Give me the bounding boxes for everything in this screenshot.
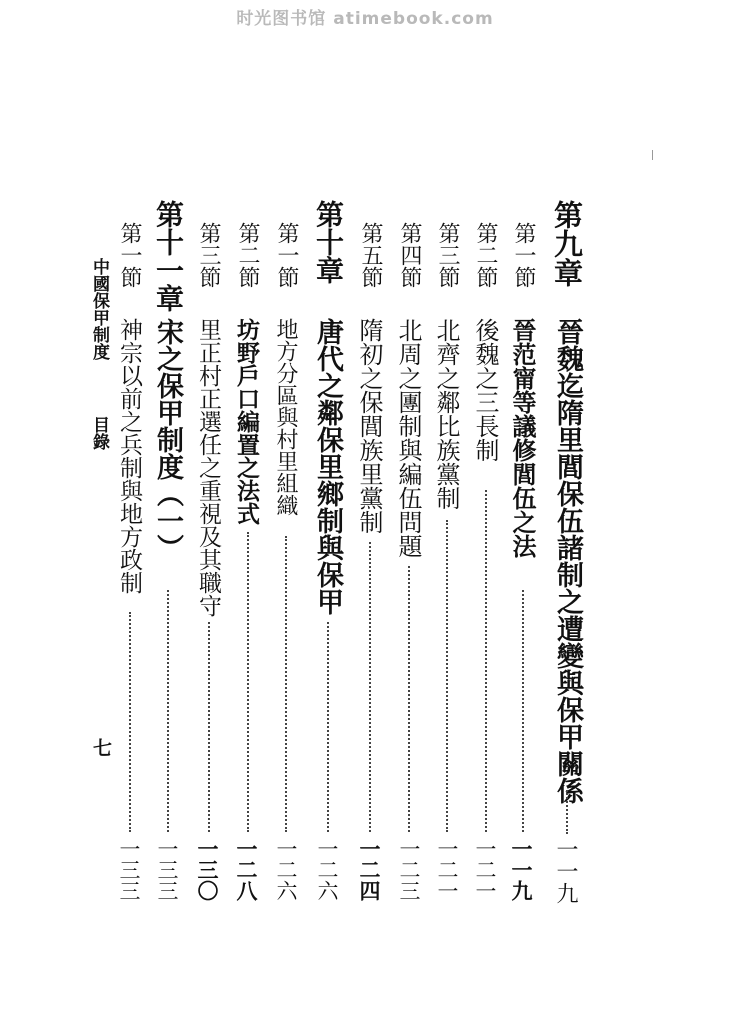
toc-entry-page: 一二八 — [234, 838, 259, 901]
toc-entry-ch9 — [550, 200, 584, 287]
toc-entry-10-1-title — [274, 318, 296, 516]
toc-entry-page: 一二三 — [397, 838, 421, 901]
toc-entry-label: 第一節 — [117, 222, 142, 288]
toc-entry-label: 第一節 — [274, 222, 299, 288]
toc-entry-label: 第一節 — [511, 222, 536, 288]
toc-entry-title: 北周之團制與編伍問題 — [394, 318, 422, 558]
toc-entry-page: 一二六 — [274, 838, 298, 901]
toc-entry-10-3-label — [197, 222, 219, 288]
toc-leader-dots — [327, 622, 329, 832]
page-number: 七 — [90, 738, 112, 757]
toc-entry-9-3-title — [434, 318, 458, 510]
toc-entry-10-2-label — [236, 222, 258, 288]
toc-entry-title: 坊野戶口編置之法式 — [233, 318, 260, 525]
toc-entry-label: 第三節 — [196, 222, 221, 288]
toc-entry-9-5-label — [359, 222, 381, 288]
toc-entry-title: 晉魏迄隋里閭保伍諸制之遭變與保甲關係 — [552, 318, 583, 804]
toc-entry-title: 神宗以前之兵制與地方政制 — [116, 318, 142, 594]
toc-entry-11-1-label — [118, 222, 140, 288]
toc-entry-10-1-label — [275, 222, 297, 288]
toc-leader-dots — [408, 566, 410, 832]
toc-entry-page: 一二一 — [435, 838, 459, 901]
toc-entry-ch11 — [152, 200, 185, 312]
running-head — [90, 258, 107, 450]
toc-entry-10-3-title — [196, 318, 219, 617]
toc-entry-page: 一二六 — [315, 838, 339, 901]
toc-leader-dots — [446, 520, 448, 832]
toc-entry-page: 一二一 — [473, 838, 497, 901]
toc-entry-label: 第五節 — [358, 222, 383, 288]
toc-entry-label: 第九章 — [550, 200, 584, 287]
toc-entry-label: 第二節 — [473, 222, 498, 288]
toc-entry-title: 後魏之三長制 — [471, 318, 499, 462]
toc-leader-dots — [247, 532, 249, 832]
toc-entry-10-2-title — [235, 318, 258, 525]
toc-entry-page: 一一九 — [553, 838, 578, 904]
toc-leader-dots — [522, 590, 524, 832]
toc-entry-page: 一一九 — [509, 838, 534, 901]
toc-entry-page: 一二四 — [357, 838, 382, 901]
toc-leader-dots — [129, 612, 131, 832]
toc-entry-9-3-label — [436, 222, 458, 288]
toc-entry-label: 第三節 — [435, 222, 460, 288]
scan-mark — [652, 150, 653, 160]
toc-leader-dots — [285, 536, 287, 832]
toc-entry-9-4-label — [398, 222, 420, 288]
toc-entry-title: 北齊之鄰比族黨制 — [432, 318, 460, 510]
toc-entry-label: 第十章 — [312, 200, 345, 284]
toc-entry-ch10-title — [314, 318, 341, 615]
toc-leader-dots — [566, 790, 568, 834]
toc-entry-page: 一三〇 — [195, 838, 220, 901]
toc-entry-ch10 — [312, 200, 345, 284]
toc-entry-11-1-title — [117, 318, 140, 594]
toc-leader-dots — [208, 622, 210, 832]
toc-leader-dots — [167, 590, 169, 832]
toc-leader-dots — [485, 490, 487, 832]
toc-entry-page: 一三三 — [117, 838, 141, 901]
toc-entry-9-4-title — [396, 318, 420, 558]
toc-entry-title: 里正村正選任之重視及其職守 — [195, 318, 221, 617]
toc-entry-ch11-title — [154, 318, 181, 561]
toc-entry-label: 第二節 — [235, 222, 260, 288]
toc-entry-title: 晉范甯等議修閭伍之法 — [508, 318, 537, 558]
toc-entry-title: 宋之保甲制度（一） — [152, 318, 183, 561]
toc-entry-label: 第四節 — [397, 222, 422, 288]
toc-entry-page: 一三三 — [155, 838, 179, 901]
toc-entry-title: 隋初之保閭族里黨制 — [355, 318, 383, 534]
toc-entry-9-1-title — [508, 318, 537, 558]
toc-leader-dots — [369, 542, 371, 832]
running-head-section: 目錄 — [89, 416, 109, 450]
toc-entry-9-5-title — [357, 318, 381, 534]
toc-entry-title: 地方分區與村里組織 — [273, 318, 298, 516]
toc-entry-title: 唐代之鄰保里鄉制與保甲 — [312, 318, 343, 615]
toc-entry-9-1-label — [512, 222, 534, 288]
toc-entry-9-2-label — [474, 222, 496, 288]
toc-entry-label: 第十一章 — [152, 200, 185, 312]
toc-entry-ch9-title — [554, 318, 581, 804]
toc-entry-9-2-title — [473, 318, 497, 462]
watermark: 时光图书馆 atimebook.com — [236, 9, 494, 29]
running-head-book-title: 中國保甲制度 — [89, 258, 109, 360]
